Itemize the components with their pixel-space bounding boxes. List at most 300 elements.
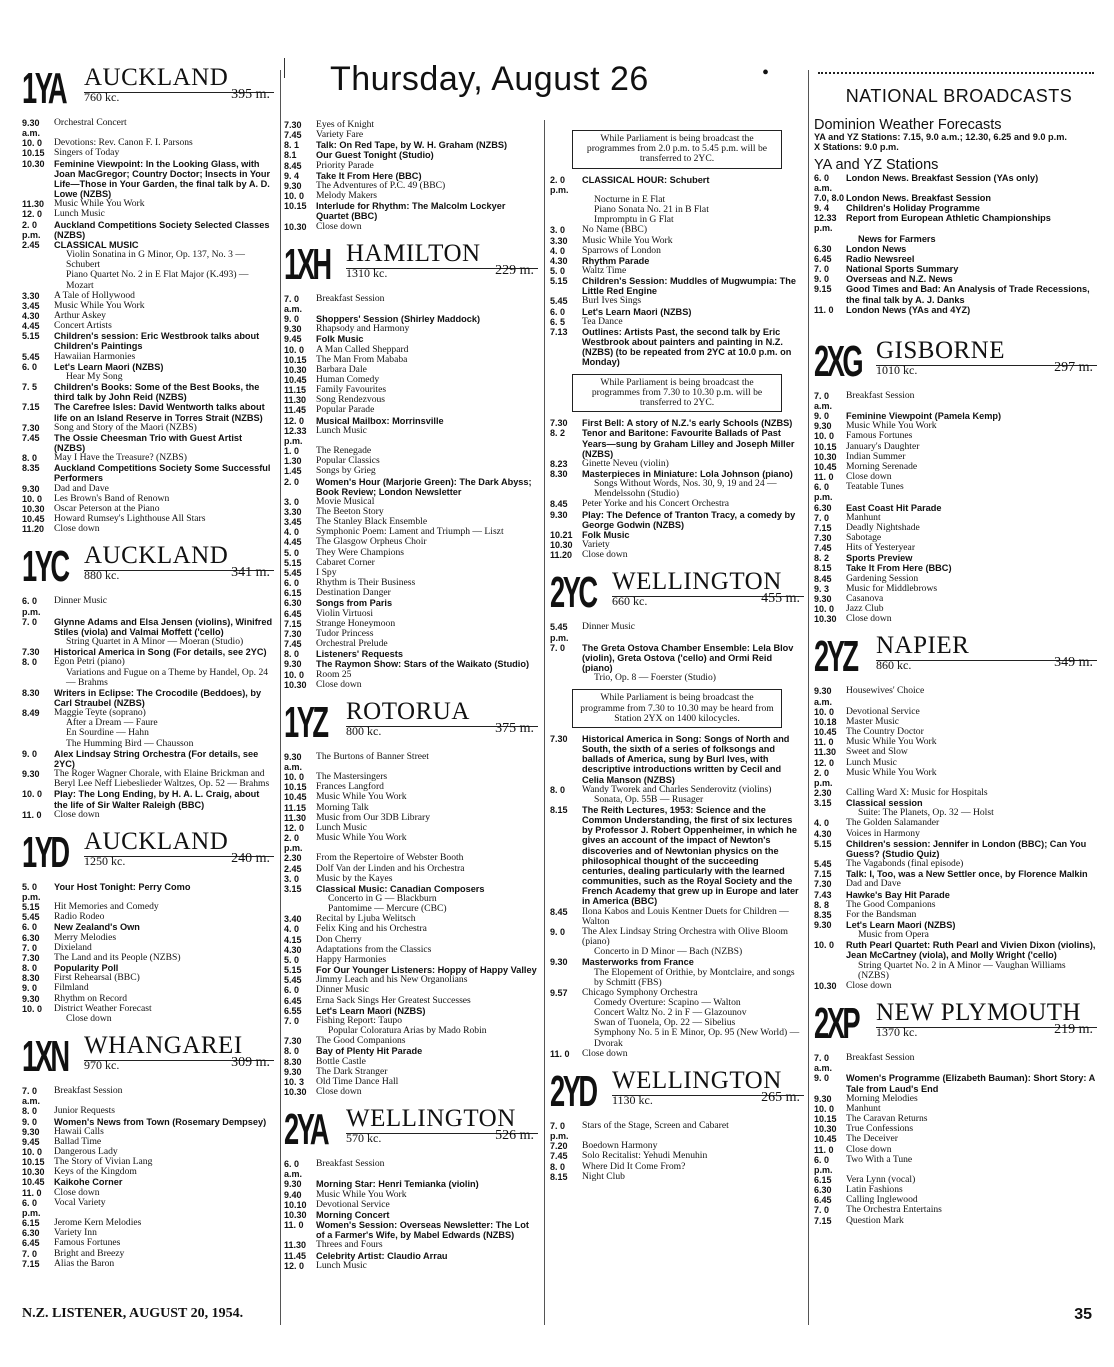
programme-time: 9. 0 [550,926,566,937]
station-header [814,630,1097,684]
programme-title: Morning Star: Henri Temianka (violin) [316,1179,479,1190]
station-city: AUCKLAND [84,827,229,855]
programme-time: 2. 0 p.m. [284,833,303,854]
programme-time: 11.30 [284,1240,307,1251]
programme-title: Merry Melodies [54,931,117,943]
programme-title: Variations and Fugue on a Theme by Handel, Op. 24 — Brahms [66,666,269,688]
programme-line [550,1028,804,1048]
programme-time: 10. 0 [284,669,305,680]
programme-time: 10. 0 [814,431,835,442]
programme-line [22,118,274,138]
programme-time: 9.45 [22,1136,40,1147]
programme-title: Dixieland [54,941,92,953]
programme-line [284,1200,538,1210]
programme-line [22,402,274,422]
programme-time: 6.30 [814,243,832,254]
programme-line [550,499,804,509]
programme-time: 5.15 [284,965,302,976]
programme-title: For Our Younger Listeners: Hoppy of Happy Valley [316,965,537,976]
programme-time: 3.30 [284,507,302,517]
programme-time: 11.20 [550,550,573,561]
programme-time: 9. 0 [814,411,830,422]
programme-title: Classical session [846,798,923,809]
station-2yd [550,1065,804,1182]
programme-time: 6.45 [22,1238,40,1249]
programme-time: 10.15 [22,1157,45,1168]
programme-title: Orchestral Prelude [316,638,388,650]
programme-line [22,433,274,453]
station-wavelength: 219 m. [1054,1022,1093,1038]
programme-title: Rhythm on Record [54,992,128,1004]
programme-title: Latin Fashions [846,1184,903,1196]
programme-time: 4.30 [22,310,40,321]
programme-line [22,524,274,534]
programme-title: Lunch Music [54,208,105,220]
programme-time: 5.15 [814,838,832,849]
programme-title: Barbara Dale [316,363,367,375]
programme-time: 7.15 [22,1258,40,1269]
programme-title: Happy Harmonies [316,953,387,965]
programme-line [814,940,1097,960]
programme-title: The Glasgow Orpheus Choir [316,536,427,548]
programme-line [814,768,1097,788]
programme-time: 11.45 [284,1250,307,1261]
programme-title: London News [846,243,907,254]
programme-line [284,130,538,140]
programme-time: 11. 0 [814,472,834,483]
programme-title: Close down [846,1143,892,1155]
programme-time: 4. 0 [814,818,830,829]
programme-time: 7.15 [22,402,40,413]
programme-line [550,266,804,276]
station-frequency: 570 kc. [346,1131,382,1146]
programme-time: 10. 0 [814,706,835,717]
station-1xn-continued [284,120,538,232]
programme-title: Let's Learn Maori (NZBS) [54,361,164,372]
programme-line [284,191,538,201]
programme-time: 10. 0 [284,772,305,783]
programme-time: 4.30 [814,828,832,839]
programme-time [22,728,54,738]
call-sign: 2YA [284,1105,328,1155]
programme-line [284,996,538,1006]
programme-time: 7.30 [550,418,568,429]
programme-title: The Ossie Cheesman Trio with Guest Artist (NZBS) [54,432,243,453]
programme-time: 7. 0 a.m. [284,293,303,314]
programme-time: 10. 0 [814,1103,835,1114]
station-frequency: 660 kc. [612,594,648,609]
programme-time: 5.15 [22,902,40,913]
programme-time: 10.15 [284,782,307,793]
programme-line [814,254,1097,264]
programme-line [22,1014,274,1024]
programme-title: Music While You Work [316,832,407,844]
programme-time: 6. 0 [550,306,566,317]
programme-line [22,769,274,789]
programme-title: Devotional Service [846,705,920,717]
programme-list [550,1121,804,1182]
programme-time: 8.49 [22,708,40,719]
programme-list [814,391,1097,625]
programme-title: Close down [66,1012,112,1024]
footer-credit: N.Z. LISTENER, AUGUST 20, 1954. [22,1306,244,1321]
programme-time: 10.18 [814,716,837,727]
programme-time [814,961,846,981]
programme-time: 3.15 [284,883,302,894]
programme-line [22,220,274,240]
programme-line [284,334,538,344]
programme-time: 9.30 [284,180,302,191]
programme-title: Filmland [54,982,89,994]
programme-title: Boedown Harmony [582,1140,658,1152]
programme-time: 10.45 [22,514,45,525]
parliament-notice: While Parliament is being broadcast the programme from 7.30 to 10.30 may be heard from Station 2YX on 1400 kilocycles. [572,689,782,728]
programme-title: Close down [846,979,892,991]
programme-time [284,894,316,904]
programme-time [814,930,846,940]
programme-title: Your Host Tonight: Perry Como [54,881,191,892]
programme-time: 8. 0 [22,657,38,668]
programme-time: 3.40 [284,914,302,925]
programme-title: En Sourdine — Hahn [66,727,149,739]
programme-time: 10.30 [814,451,837,462]
programme-title: Devotions: Rev. Canon F. I. Parsons [54,137,193,149]
call-sign: 2YC [550,568,596,618]
programme-line [22,882,274,902]
programme-title: Dinner Music [316,984,370,996]
station-frequency: 1370 kc. [876,1025,918,1040]
programme-time [22,637,54,647]
programme-line [814,213,1097,233]
programme-title: Songs from Paris [316,598,393,609]
station-wavelength: 349 m. [1054,655,1093,671]
programme-line [284,1087,538,1097]
programme-time: 3.15 [814,798,832,809]
programme-title: CLASSICAL HOUR: Schubert [582,174,710,185]
programme-title: Sports Preview [846,553,913,564]
programme-time: 4.45 [284,537,302,548]
programme-line [22,617,274,637]
programme-line [22,423,274,433]
programme-title: Breakfast Session [846,1052,915,1064]
station-header [284,238,538,292]
programme-time: 8. 0 [284,1046,300,1057]
programme-time [22,718,54,728]
programme-title: The Story of Vivian Lang [54,1156,153,1168]
programme-time: 6.30 [284,598,302,609]
programme-time: 7.15 [814,1215,832,1226]
programme-time: 8.35 [22,463,40,474]
programme-line [814,193,1097,203]
parliament-notice-2ya-evening: While Parliament is being broadcast the programmes from 7.30 to 10.30 p.m. will be transferred to 2YC. [572,374,782,413]
programme-time: 2. 0 p.m. [22,219,41,240]
programme-title: Rhythm is Their Business [316,577,416,589]
programme-title: Threes and Fours [316,1239,383,1251]
programme-title: Erna Sack Sings Her Greatest Successes [316,994,471,1006]
programme-title: District Weather Forecast [54,1002,152,1014]
programme-time: 10.45 [814,461,837,472]
programme-time: 5.15 [284,557,302,568]
programme-time: 10.30 [22,503,45,514]
programme-line [814,553,1097,563]
station-frequency: 800 kc. [346,723,382,738]
programme-title: Voices in Harmony [846,827,920,839]
programme-title: Piano Sonata No. 21 in B Flat [594,204,709,216]
programme-line [284,201,538,221]
programme-title: Dangerous Lady [54,1145,118,1157]
programme-title: The Humming Bird — Chausson [66,737,194,749]
programme-title: Glynne Adams and Elsa Jensen (violins), Winifred Stiles (viola) and Valmai Moffett ('cello) [54,616,273,637]
programme-title: Close down [582,549,628,561]
programme-title: Felix King and his Orchestra [316,923,427,935]
programme-title: Maggie Teyte (soprano) [54,707,146,719]
programme-title: London News (YAs and 4YZ) [846,304,971,315]
programme-time: 3.30 [22,290,40,301]
programme-line [550,327,804,368]
programme-line [22,912,274,922]
programme-line [22,1238,274,1248]
programme-title: The Renegade [316,445,372,457]
programme-title: Concert Artists [54,320,112,332]
programme-title: Children's Holiday Programme [846,203,980,214]
programme-time: 2.30 [814,787,832,798]
station-header [550,1065,804,1119]
programme-title: The Good Companions [846,898,936,910]
station-header [814,335,1097,389]
programme-title: The Alex Lindsay String Orchestra with Olive Bloom (piano) [582,925,788,948]
programme-title: Musical Mailbox: Morrinsville [316,415,444,426]
programme-line [550,1049,804,1059]
programme-time: 7.15 [814,869,832,880]
programme-time: 7. 0 [814,512,830,523]
programme-time: 9.30 [22,769,40,780]
programme-title: The Land and its People (NZBS) [54,951,181,963]
programme-time [550,195,582,205]
column-4 [814,116,1097,1226]
programme-title: Auckland Competitions Society Some Successful Performers [54,463,271,484]
programme-time: 8.15 [814,563,832,574]
programme-title: Ilona Kabos and Louis Kentner Duets for Children — Walton [582,905,789,927]
programme-line [284,1046,538,1056]
programme-line [814,747,1097,757]
programme-title: From the Repertoire of Webster Booth [316,852,464,864]
programme-time: 8. 0 [22,453,38,464]
programme-title: True Confessions [846,1123,914,1135]
programme-title: Vocal Variety [54,1196,106,1208]
national-list [814,173,1097,315]
programme-title: Music from Our 3DB Library [316,811,431,823]
programme-time: 7.45 [284,639,302,650]
programme-title: Classical Music: Canadian Composers [316,883,485,894]
programme-line [22,810,274,820]
programme-line [550,622,804,642]
programme-time: 6.15 [22,1218,40,1229]
programme-time: 10.45 [284,792,307,803]
programme-title: Music While You Work [316,1188,407,1200]
programme-title: Music While You Work [316,791,407,803]
programme-time: 8. 2 [550,428,566,439]
programme-line [550,317,804,327]
programme-line [284,161,538,171]
ya-yz-heading: YA and YZ Stations [814,157,939,174]
programme-time: 9.30 a.m. [814,686,833,707]
programme-line [284,1159,538,1179]
programme-title: Sweet and Slow [846,746,908,758]
programme-title: Human Comedy [316,373,380,385]
programme-time: 10. 0 [284,344,305,355]
programme-title: They Were Champions [316,546,405,558]
programme-time: 12. 0 [814,757,835,768]
station-wavelength: 240 m. [231,850,270,866]
programme-time: 5.45 p.m. [550,622,569,643]
programme-time: 2. 0 [284,476,300,487]
programme-title: Gardening Session [846,572,919,584]
programme-title: Breakfast Session [316,292,385,304]
programme-title: Outlines: Artists Past, the second talk by Eric Westbrook about painters and painting in N.Z. (NZBS) (to be repeated from 2YC at 10.0 p.m. on Monday) [582,326,792,368]
programme-title: Oscar Peterson at the Piano [54,502,160,514]
programme-time: 2. 0 p.m. [550,174,569,195]
programme-time: 12.33 p.m. [284,425,307,446]
station-1yz [284,696,538,1097]
programme-line [22,352,274,362]
programme-time: 7.45 [814,543,832,554]
programme-list [814,686,1097,991]
programme-title: Where Did It Come From? [582,1160,686,1172]
programme-time: 5.45 [22,912,40,923]
programme-title: Wandy Tworek and Charles Senderovitz (violins) [582,783,772,795]
programme-title: Our Guest Tonight (Studio) [316,150,434,161]
programme-title: Pantomime — Mercure (CBC) [328,903,447,915]
programme-title: Devotional Service [316,1198,390,1210]
programme-line [550,205,804,215]
programme-time: 10.15 [814,441,837,452]
programme-time: 10.45 [814,727,837,738]
programme-time: 6.45 [284,995,302,1006]
programme-time: 10.21 [550,529,573,540]
programme-line [284,1220,538,1240]
programme-line [284,680,538,690]
programme-title: Hawaiian Harmonies [54,350,136,362]
programme-title: Sparrows of London [582,244,661,256]
column-rule [280,70,281,1325]
programme-title: Popular Classics [316,455,380,467]
programme-title: Play: The Defence of Tranton Tracy, a comedy by George Godwin (NZBS) [582,509,796,530]
programme-title: Housewives' Choice [846,685,925,697]
station-1yd [22,826,274,1024]
programme-time: 7.30 [284,120,302,130]
programme-title: Egon Petri (piano) [54,656,125,668]
station-1xn [22,1030,274,1269]
programme-time: 12.33 p.m. [814,213,837,234]
programme-title: Close down [54,808,100,820]
programme-title: January's Daughter [846,440,920,452]
programme-title: Songs Without Words, Nos. 30, 9, 19 and 24 — Mendelssohn (Studio) [594,478,777,500]
programme-line [814,234,1097,244]
programme-time: 9. 4 [284,170,300,181]
programme-title: London News. Breakfast Session [846,192,991,203]
programme-line [22,1004,274,1014]
programme-title: Music While You Work [846,736,937,748]
programme-title: Variety [582,539,610,551]
programme-time: 9.30 [814,1093,832,1104]
programme-time: 10.15 [284,201,307,212]
programme-line [814,391,1097,411]
programme-time: 8.30 [550,468,568,479]
programme-title: Frances Langford [316,781,384,793]
station-wavelength: 229 m. [495,262,534,278]
programme-time: 9.30 [814,421,832,432]
programme-title: The Beeton Story [316,506,384,517]
programme-title: CLASSICAL MUSIC [54,239,139,250]
programme-time: 10.30 [814,614,837,625]
programme-time: 10. 3 [284,1076,305,1087]
programme-title: Feminine Viewpoint: In the Looking Glass, with Joan MacGregor; Country Doctor; Insects in Your Life—Those in Your Garden, the final talk by A. D. Lowe (NZBS) [54,158,271,200]
programme-title: Talk: On Red Tape, by W. H. Graham (NZBS) [316,140,508,151]
programme-title: Les Brown's Band of Renown [54,492,170,504]
programme-title: Casanova [846,592,884,604]
programme-time [22,1014,54,1024]
station-frequency: 760 kc. [84,90,120,104]
programme-title: The Deceiver [846,1133,898,1145]
programme-title: Impromptu in G Flat [594,214,674,226]
programme-title: The Golden Salamander [846,817,940,829]
programme-title: Folk Music [582,529,630,540]
programme-time: 5.45 [284,975,302,986]
programme-line [284,853,538,863]
programme-title: Masterworks from France [582,957,694,968]
programme-title: Popular Coloratura Arias by Mado Robin [328,1025,487,1037]
programme-title: The Reith Lectures, 1953: Science and the Common Understanding, the first of six lectures by Professor J. Robert Oppenheimer, in which he gives an account of the impact of Newton's discoveries and of Newtonian physics on the philosophical thought of the succeeding centuries, dealing particularly with the learned communities, such as the Royal Society and the French Academy that grew up in Europe and later in America (BBC) [582,805,799,907]
programme-time: 11.30 [284,395,307,406]
programme-title: Auckland Competitions Society Selected Classes (NZBS) [54,219,270,240]
programme-time: 4. 0 [550,245,566,256]
programme-title: The Man From Mababa [316,353,408,365]
programme-title: London News. Breakfast Session (YAs only) [846,172,1039,183]
programme-time: 8. 8 [814,899,830,910]
programme-time: 9.30 [284,324,302,335]
programme-title: Hit Memories and Comedy [54,901,159,913]
programme-title: I Spy [316,566,337,578]
programme-time: 6.30 [814,1185,832,1196]
programme-line [814,1053,1097,1073]
programme-title: Breakfast Session [316,1158,385,1170]
programme-title: Morning Concert [316,1209,390,1220]
programme-line [550,459,804,469]
programme-title: May I Have the Treasure? (NZBS) [54,452,187,464]
programme-time: 6.30 [22,1228,40,1239]
programme-title: Keys of the Kingdom [54,1166,137,1178]
column-rule [544,120,545,1325]
programme-time: 7. 0 a.m. [814,1053,833,1074]
programme-time: 8.45 [284,160,302,171]
programme-line [284,1036,538,1046]
programme-title: Manhunt [846,1102,881,1114]
programme-title: Lunch Music [316,1259,367,1271]
programme-line [814,859,1097,869]
programme-time: 8. 0 [22,1106,38,1117]
programme-time: 9. 0 [22,983,38,994]
programme-line [550,805,804,907]
programme-title: Close down [582,1047,628,1059]
programme-title: The Adventures of P.C. 49 (BBC) [316,179,446,191]
programme-title: Shoppers' Session (Shirley Maddock) [316,314,481,325]
programme-time: 8. 2 [814,553,830,564]
programme-time: 3.30 [550,235,568,246]
programme-title: Junior Requests [54,1105,116,1117]
programme-title: Writers in Eclipse: The Crocodile (Beddoes), by Carl Straubel (NZBS) [54,687,262,708]
programme-title: Tudor Princess [316,627,374,639]
station-city: WELLINGTON [612,568,782,596]
